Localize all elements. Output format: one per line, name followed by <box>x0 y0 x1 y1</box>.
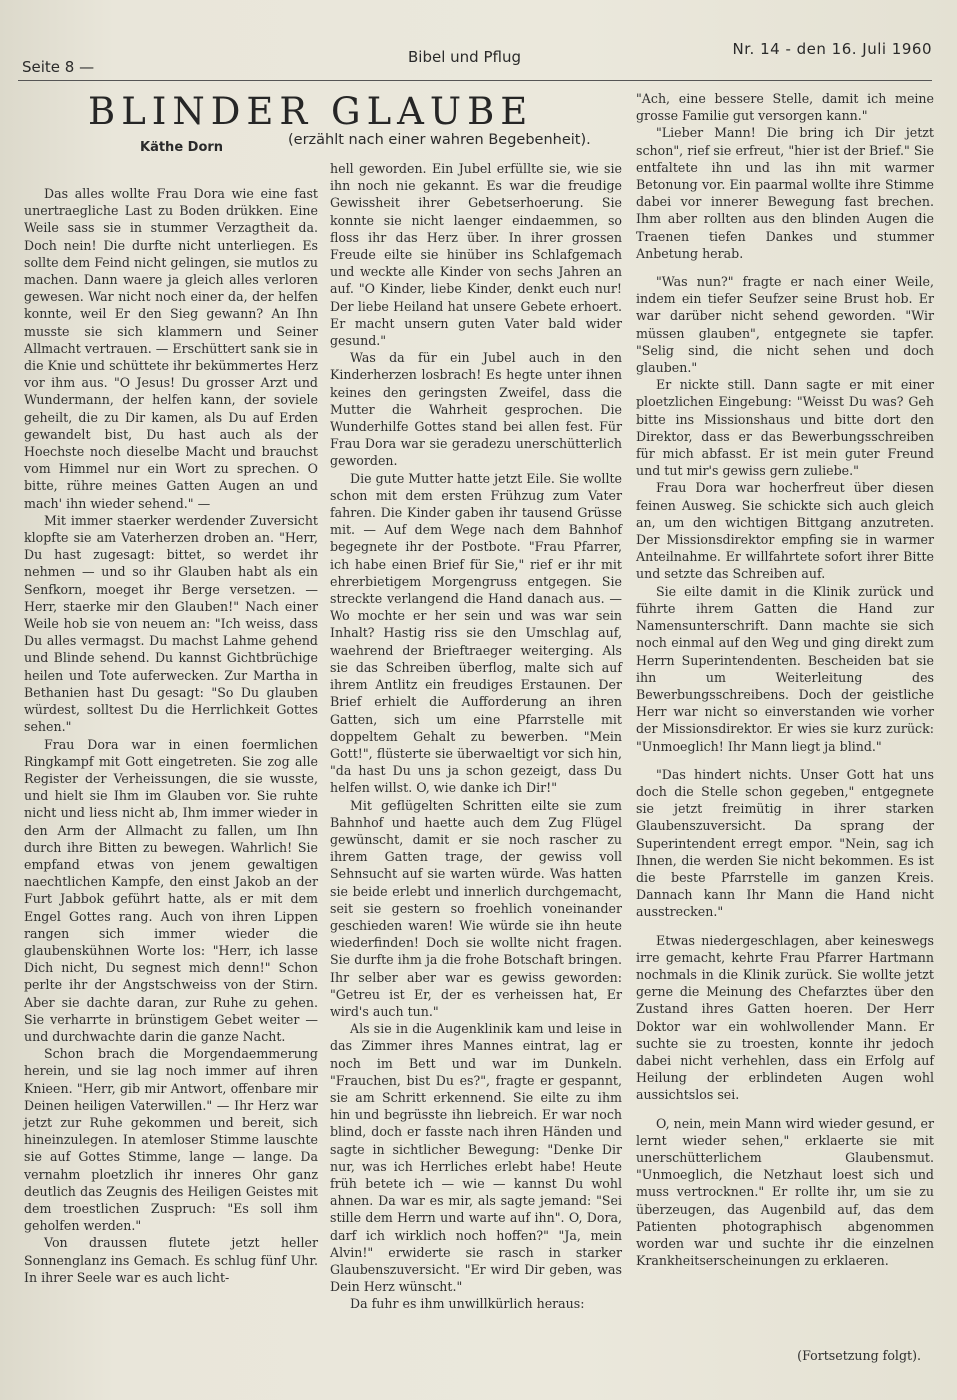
paragraph: Da fuhr es ihm unwillkürlich heraus: <box>350 1296 585 1312</box>
paragraph: "Was nun?" fragte er nach einer Weile, indem ein tiefer Seufzer seine Brust hob. Er war darüber nicht sehend geworden. "Wir müssen glauben", entgegnete sie tapfer. "Selig sind, die nicht sehen und doch glauben." <box>636 274 934 376</box>
paragraph: "Ach, eine bessere Stelle, damit ich meine grosse Familie gut versorgen kann." <box>636 91 934 124</box>
issue-date: Nr. 14 - den 16. Juli 1960 <box>732 40 932 58</box>
column-3 <box>636 90 934 1269</box>
continuation-note: (Fortsetzung folgt). <box>797 1348 921 1363</box>
paragraph: "Das hindert nichts. Unser Gott hat uns doch die Stelle schon gegeben," entgegnete sie jetzt freimütig in ihrer starken Glaubenszuversicht. Da sprang der Superintendent erregt empor. "Nein, sag ich Ihnen, die werden Sie nicht bekommen. Es ist die beste Pfarrstelle im ganzen Kreis. Dannach kann Ihr Mann die Hand nicht ausstrecken." <box>636 766 934 920</box>
article-title: BLINDER GLAUBE <box>88 90 534 133</box>
paragraph: Als sie in die Augenklinik kam und leise in das Zimmer ihres Mannes eintrat, lag er noch im Bett und war im Dunkeln. "Frauchen, bist Du es?", fragte er gespannt, sie am Schritt erkennend. Sie eilte zu ihm hin und begrüsste ihn liebreich. Er war noch blind, doch er fasste nach ihren Händen und sagte in sichtlicher Bewegung: "Denke Dir nur, was ich Herrliches erlebt habe! Heute früh betete ich — wie — kannst Du wohl ahnen. Da war es mir, als sagte jemand: "Sei stille dem Herrn und warte auf ihn". O, Dora, darf ich wirklich noch hoffen?" "Ja, mein Alvin!" erwiderte sie rasch in starker Glaubenszuversicht. "Er wird Dir geben, was Dein Herz wünscht." <box>330 1021 622 1295</box>
column-1 <box>24 185 318 1286</box>
article-author: Käthe Dorn <box>140 140 224 155</box>
paragraph: Was da für ein Jubel auch in den Kinderherzen losbrach! Es hegte unter ihnen keines den geringsten Zweifel, dass die Mutter die Wahrheit gesprochen. Die Wunderhilfe Gottes stand bei allen fest. Für Frau Dora war sie geradezu unerschütterlich geworden. <box>330 350 622 469</box>
paragraph: Von draussen flutete jetzt heller Sonnenglanz ins Gemach. Es schlug fünf Uhr. In ihrer Seele war es auch licht- <box>24 1235 318 1285</box>
column-2 <box>330 160 622 1313</box>
paragraph: Schon brach die Morgendaemmerung herein, und sie lag noch immer auf ihren Knieen. "Herr, gib mir Antwort, offenbare mir Deinen heiligen Vaterwillen." — Ihr Herz war jetzt zur Ruhe gekommen und bereit, sich hineinzulegen. In atemloser Stimme lauschte sie auf Gottes Stimme, lange — lange. Da vernahm ploetzlich ihr inneres Ohr ganz deutlich das Zeugnis des Heiligen Geistes mit dem troestlichen Zuspruch: "Es soll ihm geholfen werden." <box>24 1046 318 1234</box>
paragraph: Frau Dora war in einen foermlichen Ringkampf mit Gott eingetreten. Sie zog alle Register der Verheissungen, die sie wusste, und hielt sie Ihm im Glauben vor. Sie ruhte nicht und liess nicht ab, Ihm immer wieder in den Arm der Allmacht zu fallen, um Ihn durch ihre Bitten zu bewegen. Wahrlich! Sie empfand etwas von jenem gewaltigen naechtlichen Kampfe, den einst Jakob an der Furt Jabbok geführt hatte, als er mit dem Engel Gottes rang. Auch von ihren Lippen rangen sich immer wieder die glaubenskühnen Worte los: "Herr, ich lasse Dich nicht, Du segnest mich denn!" Schon perlte ihr der Angstschweiss von der Stirn. Aber sie dachte daran, zur Ruhe zu gehen. Sie verharrte in brünstigem Gebet weiter — und durchwachte darin die ganze Nacht. <box>24 736 318 1044</box>
paragraph: Frau Dora war hocherfreut über diesen feinen Ausweg. Sie schickte sich auch gleich an, um den wichtigen Bittgang anzutreten. Der Missionsdirektor empfing sie in warmer Anteilnahme. Er willfahrtete sofort ihrer Bitte und setzte das Schreiben auf. <box>636 480 934 582</box>
paragraph: Sie eilte damit in die Klinik zurück und führte ihrem Gatten die Hand zur Namensunterschrift. Dann machte sie sich noch einmal auf den Weg und ging direkt zum Herrn Superintendenten. Bescheiden bat sie ihn um Weiterleitung des Bewerbungsschreibens. Doch der geistliche Herr war nicht so einverstanden wie vorher der Missionsdirektor. Er wies sie kurz zurück: "Unmoeglich! Ihr Mann liegt ja blind." <box>636 583 934 754</box>
paragraph: Mit immer staerker werdender Zuversicht klopfte sie am Vaterherzen droben an. "Herr, Du hast zugesagt: bittet, so werdet ihr nehmen — und so ihr Glauben habt als ein Senfkorn, moeget ihr Berge versetzen. — Herr, staerke mir den Glauben!" Nach einer Weile hob sie von neuem an: "Ich weiss, dass Du alles vermagst. Du machst Lahme gehend und Blinde sehend. Du kannst Gichtbrüchige heilen und Tote auferwecken. Zur Martha in Bethanien hast Du gesagt: "So Du glauben würdest, solltest Du die Herrlichkeit Gottes sehen." <box>24 512 318 735</box>
header-rule <box>18 80 932 81</box>
publication-name: Bibel und Pflug <box>408 48 521 66</box>
article-subtitle: (erzählt nach einer wahren Begebenheit). <box>288 132 591 148</box>
paragraph: Mit geflügelten Schritten eilte sie zum Bahnhof und haette auch dem Zug Flügel gewünscht, damit er sie noch rascher zu ihrem Gatten trage, der gewiss voll Sehnsucht auf sie warten würde. Was hatten sie beide erlebt und innerlich durchgemacht, seit sie gestern so froehlich voneinander geschieden waren! Wie würde sie ihn heute wiederfinden! Doch sie wollte nicht fragen. Sie durfte ihm ja die frohe Botschaft bringen. Ihr selber aber war es gewiss geworden: "Getreu ist Er, der es verheissen hat, Er wird's auch tun." <box>330 797 622 1019</box>
page-header <box>18 40 932 80</box>
paragraph: O, nein, mein Mann wird wieder gesund, er lernt wieder sehen," erklaerte sie mit unerschütterlichem Glaubensmut. "Unmoeglich, die Netzhaut loest sich und muss vertrocknen." Er rollte ihr, um sie zu überzeugen, das Augenbild auf, das dem Patienten photographisch abgenommen worden war und suchte ihr die einzelnen Krankheitserscheinungen zu erklaeren. <box>636 1115 934 1269</box>
paragraph: Etwas niedergeschlagen, aber keineswegs irre gemacht, kehrte Frau Pfarrer Hartmann nochmals in die Klinik zurück. Sie wollte jetzt gerne die Meinung des Chefarztes über den Zustand ihres Gatten hoeren. Der Herr Doktor war ein wohlwollender Mann. Er suchte sie zu troesten, konnte ihr jedoch dabei nicht verhehlen, dass ein Erfolg auf Heilung der erblindeten Augen wohl aussichtslos sei. <box>636 932 934 1103</box>
paragraph: Das alles wollte Frau Dora wie eine fast unertraegliche Last zu Boden drükken. Eine Weile sass sie in stummer Verzagtheit da. Doch nein! Die durfte nicht unterliegen. Es sollte dem Feind nicht gelingen, sie mutlos zu machen. Dann waere ja gleich alles verloren gewesen. War nicht noch einer da, der helfen konnte, weil Er den Sieg gewann? An Ihn musste sie sich klammern und Seiner Allmacht vertrauen. — Erschüttert sank sie in die Knie und schüttete ihr bekümmertes Herz vor ihm aus. "O Jesus! Du grosser Arzt und Wundermann, der helfen kann, der soviele geheilt, die zu Dir kamen, als Du auf Erden gewandelt bist, Du hast auch als der Hoechste noch dieselbe Macht und brauchst vom Himmel nur ein Wort zu sprechen. O bitte, rühre meines Gatten Augen an und mach' ihn wieder sehend." — <box>24 186 318 511</box>
paragraph: Er nickte still. Dann sagte er mit einer ploetzlichen Eingebung: "Weisst Du was? Geh bitte ins Missionshaus und bitte dort den Direktor, dass er das Bewerbungsschreiben für mich abfasst. Er ist mein guter Freund und tut mir's gewiss gern zuliebe." <box>636 377 934 479</box>
paragraph: Die gute Mutter hatte jetzt Eile. Sie wollte schon mit dem ersten Frühzug zum Vater fahren. Die Kinder gaben ihr tausend Grüsse mit. — Auf dem Wege nach dem Bahnhof begegnete ihr der Postbote. "Frau Pfarrer, ich habe einen Brief für Sie," rief er ihr mit ehrerbietigem Morgengruss entgegen. Sie streckte verlangend die Hand danach aus. — Wo mochte er her sein und was war sein Inhalt? Hastig riss sie den Umschlag auf, waehrend der Brieftraeger weiterging. Als sie das Schreiben überflog, malte sich auf ihrem Antlitz ein freudiges Erstaunen. Der Brief erhielt die Aufforderung an ihren Gatten, sich um eine Pfarrstelle mit doppeltem Gehalt zu bewerben. "Mein Gott!", flüsterte sie überwaeltigt vor sich hin, "da hast Du uns ja schon gezeigt, dass Du helfen willst. O, wie danke ich Dir!" <box>330 470 622 796</box>
page-number: Seite 8 — <box>22 58 95 76</box>
paragraph: hell geworden. Ein Jubel erfüllte sie, wie sie ihn noch nie gekannt. Es war die freudige Gewissheit ihrer Gebetserhoerung. Sie konnte sie nicht laenger eindaemmen, so floss ihr das Herz über. In ihrer grossen Freude eilte sie hinüber ins Schlafgemach und weckte alle Kinder von sechs Jahren an auf. "O Kinder, liebe Kinder, denkt euch nur! Der liebe Heiland hat unsere Gebete erhoert. Er macht unsern guten Vater bald wider gesund." <box>330 161 622 349</box>
paragraph: "Lieber Mann! Die bring ich Dir jetzt schon", rief sie erfreut, "hier ist der Brief." Sie entfaltete ihn und las ihn mit warmer Betonung vor. Ein paarmal wollte ihre Stimme dabei vor innerer Bewegung fast brechen. Ihm aber rollten aus den blinden Augen die Traenen tiefen Dankes und stummer Anbetung herab. <box>636 125 934 261</box>
